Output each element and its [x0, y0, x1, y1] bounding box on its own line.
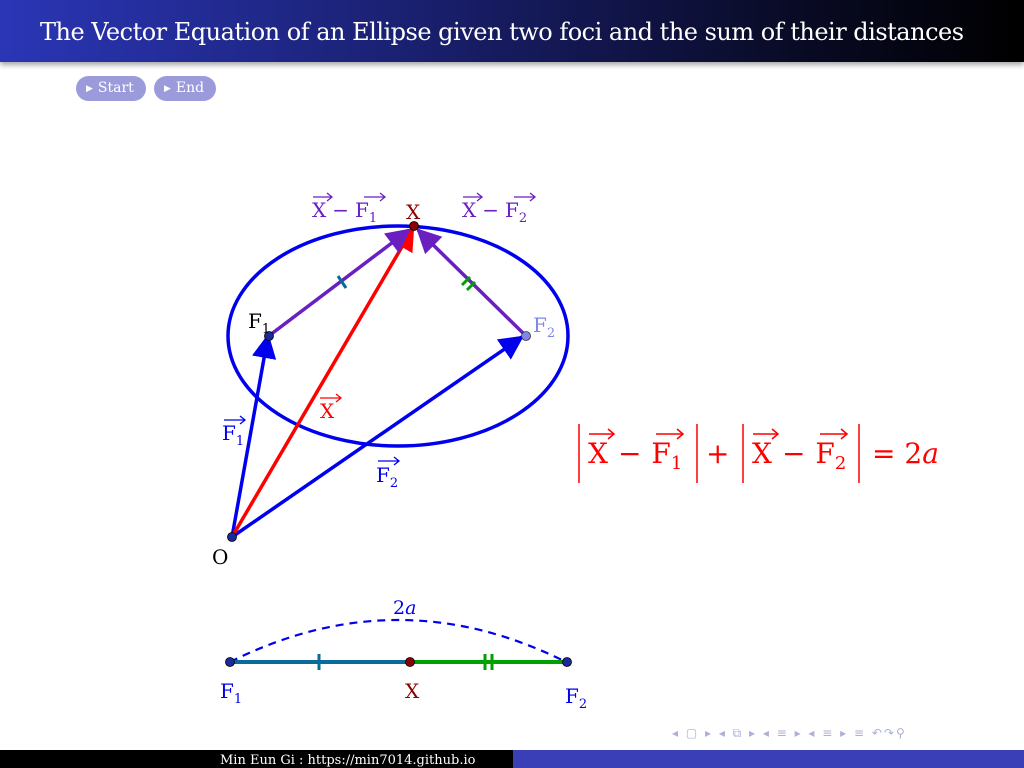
label-vec-f1 [222, 416, 245, 449]
focus1-label: $F_1$ [248, 309, 271, 337]
sum-arc [230, 620, 566, 662]
svg-text:X−F2: $X - F_2$ [752, 437, 847, 474]
segment-f1-point [226, 658, 235, 667]
footer-right-bar [513, 750, 1024, 768]
label-vec-x [320, 394, 341, 423]
vector-x-minus-f2 [418, 230, 525, 335]
start-label: Start [97, 80, 134, 96]
svg-text:F1: $F_1$ [222, 421, 245, 449]
svg-text:X: X [320, 399, 335, 423]
footer-author-bar [0, 750, 513, 768]
ellipse-equation [579, 424, 939, 483]
svg-text:F2: $F_2$ [376, 463, 399, 491]
vector-f2 [232, 337, 522, 537]
ellipse [228, 226, 568, 446]
arc-label: 2a [393, 597, 417, 619]
x-label: X [406, 200, 421, 224]
segment-x-label: X [405, 679, 420, 703]
footer-author: Min Eun Gi : https://min7014.github.io [220, 753, 476, 768]
label-vec-f2 [376, 457, 399, 491]
svg-text:X−F1: $X - F_1$ [588, 437, 683, 474]
play-icon: ▶ [86, 84, 93, 94]
focus2-point [522, 332, 531, 341]
svg-text:X−F1: $X - F_1$ [312, 198, 378, 226]
vector-x-minus-f1 [270, 230, 409, 335]
segment-f1-label: $F_1$ [220, 679, 243, 707]
focus2-label: $F_2$ [533, 313, 556, 341]
origin-point [228, 533, 237, 542]
svg-text:= 2a: = 2a [872, 437, 939, 470]
play-icon: ▶ [164, 84, 171, 94]
segment-f2-point [563, 658, 572, 667]
segment-x-point [406, 658, 415, 667]
svg-text:+: + [706, 437, 730, 470]
label-x-minus-f2 [462, 193, 535, 226]
segment-f2-label: $F_2$ [565, 684, 588, 712]
svg-text:X−F2: $X - F_2$ [462, 198, 528, 226]
origin-label: O [212, 545, 229, 569]
end-label: End [175, 80, 205, 96]
page-title: The Vector Equation of an Ellipse given two foci and the sum of their distances [40, 18, 964, 46]
label-x-minus-f1 [312, 193, 385, 226]
slide-navigation[interactable]: ◂ ▢ ▸ ◂ ⧉ ▸ ◂ ≡ ▸ ◂ ≡ ▸ ≡ ↶↷⚲ [672, 726, 907, 740]
